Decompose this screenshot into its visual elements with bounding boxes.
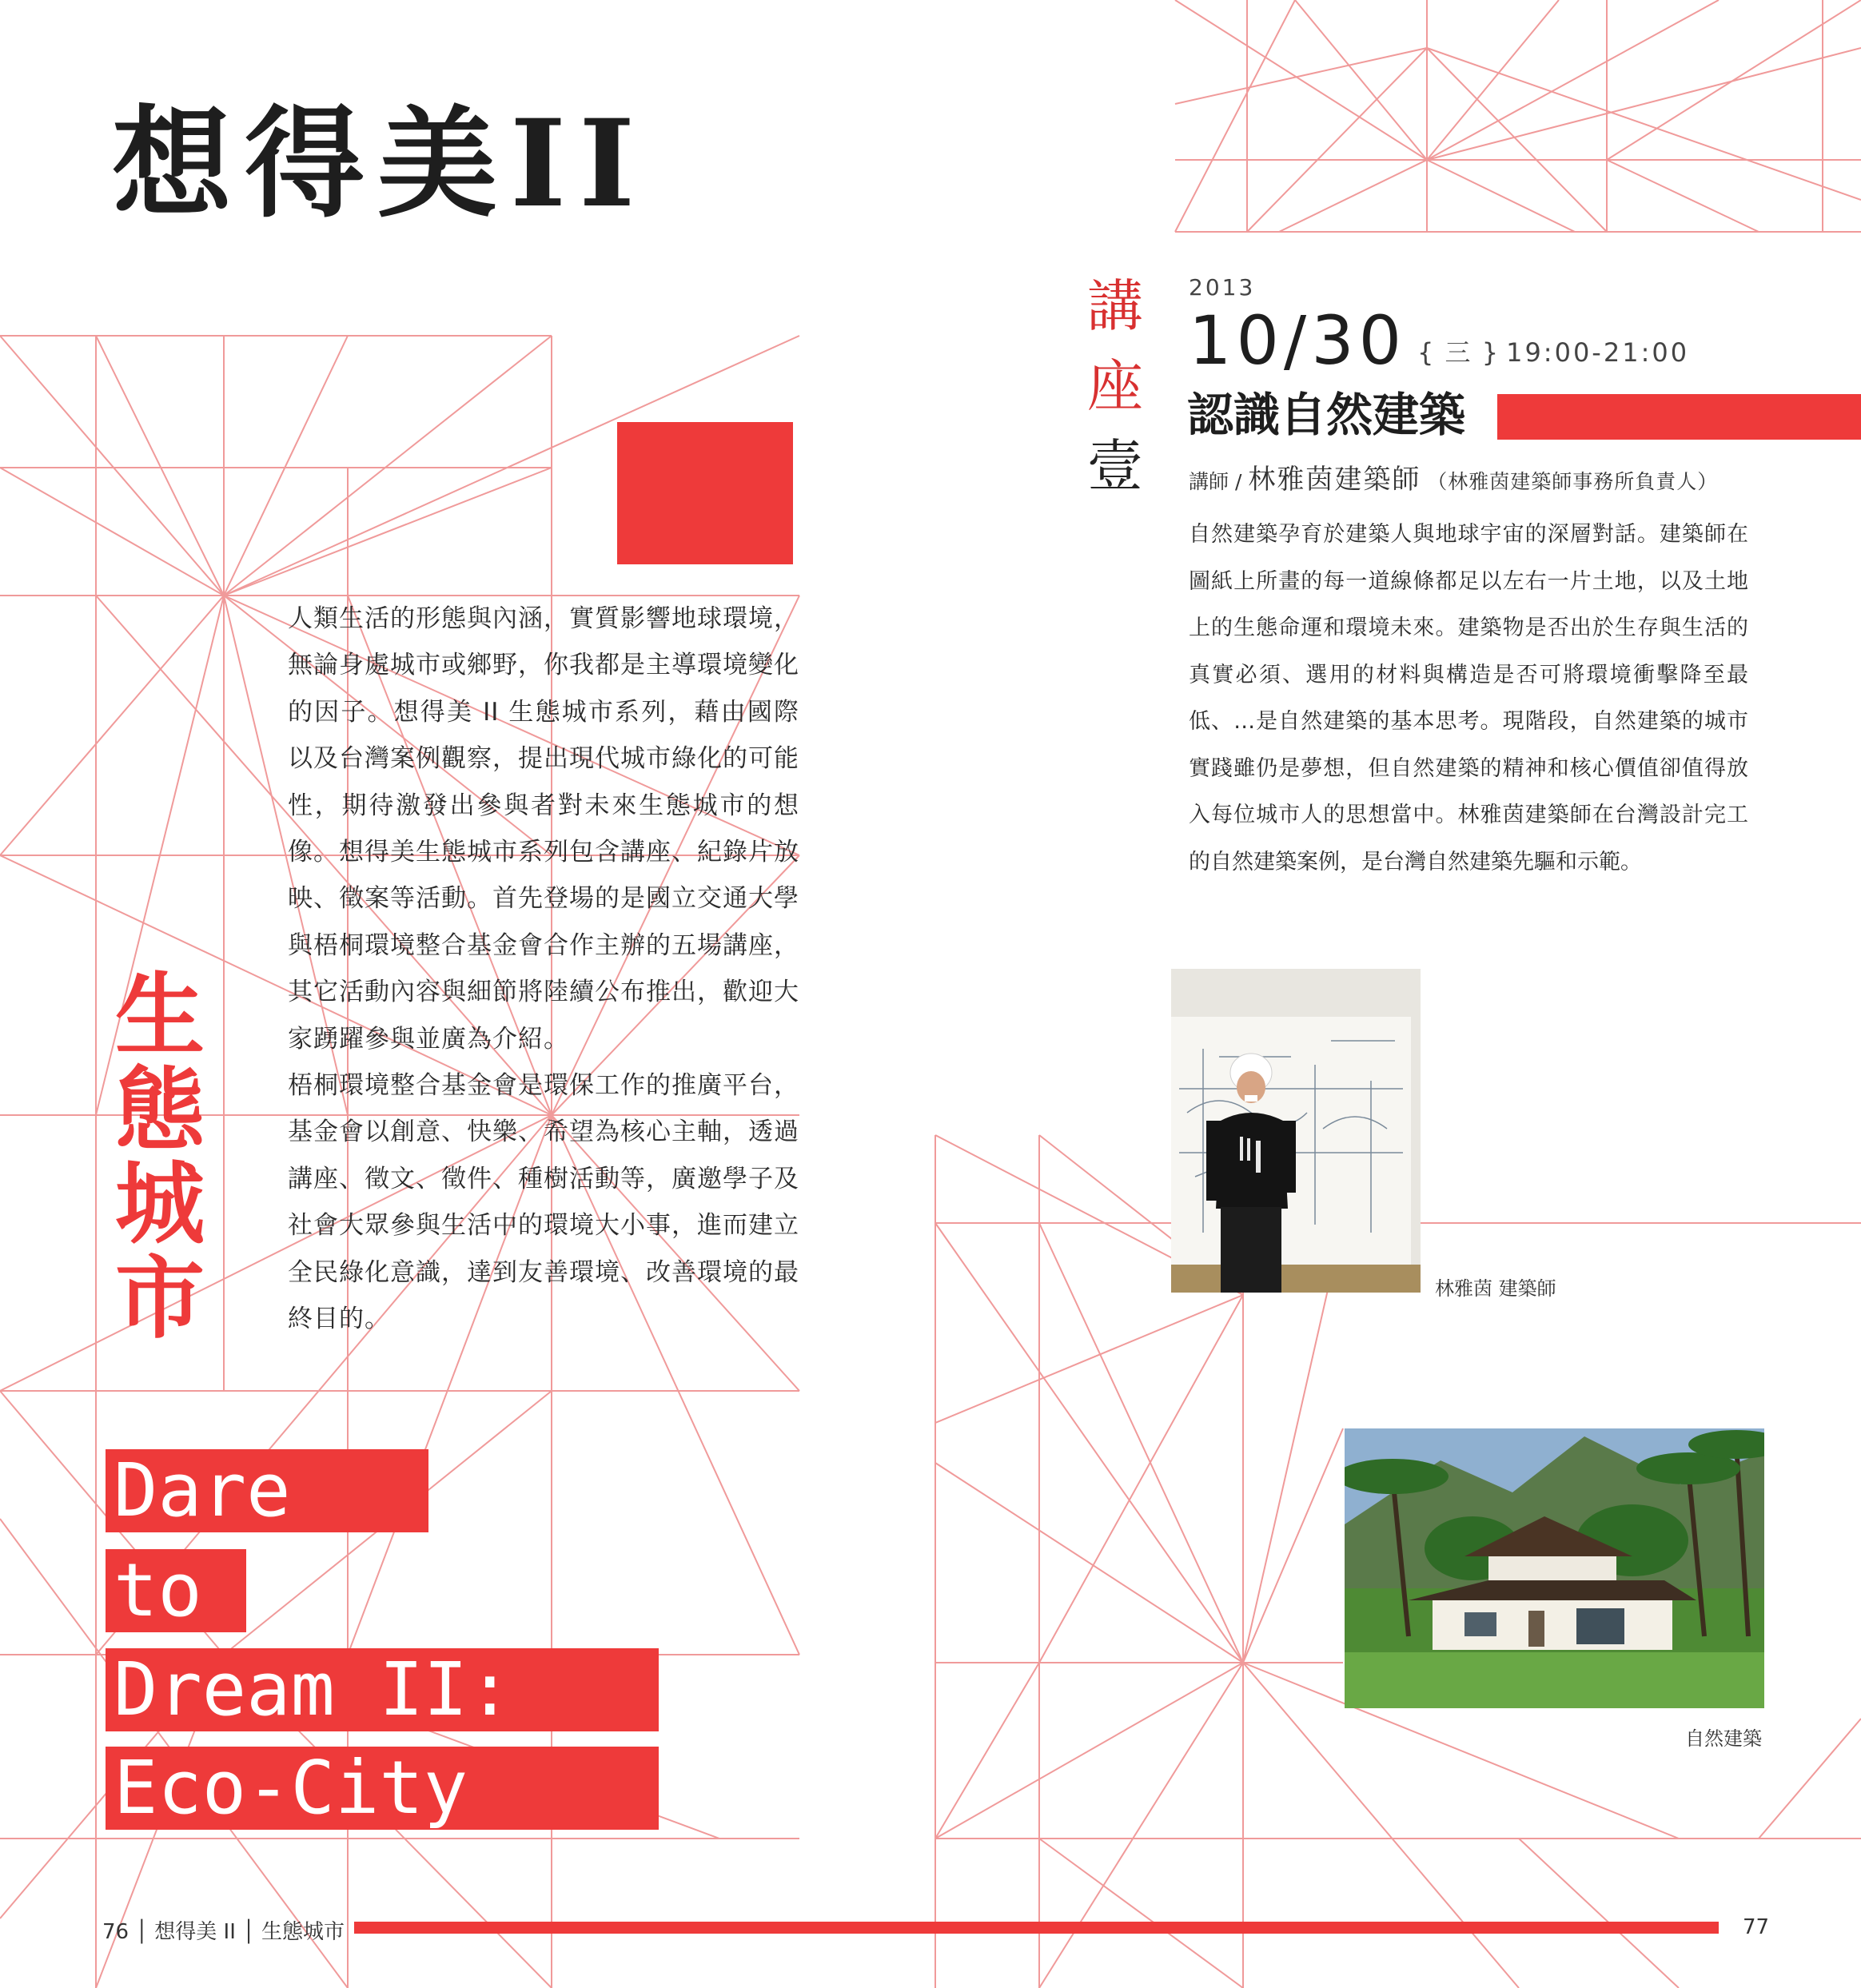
natural-building-photo-caption: 自然建築 — [1685, 1727, 1762, 1750]
section-title-char: 市 — [115, 1247, 205, 1351]
lecture-weekday: { 三 } — [1417, 337, 1500, 368]
section-title-char: 生 — [115, 964, 205, 1068]
lecture-tag-char: 座 — [1087, 353, 1143, 419]
speaker-prefix: 講師 / — [1189, 470, 1242, 493]
english-title-line: Dream II: — [106, 1648, 659, 1731]
title-accent-bar — [1497, 394, 1861, 440]
footer-accent-bar — [354, 1922, 1719, 1934]
lecture-time: 19:00-21:00 — [1506, 337, 1690, 368]
section-title-vertical — [112, 964, 208, 1351]
lecture-weekday-time — [1417, 333, 1689, 369]
english-title-line: Dare — [106, 1449, 428, 1532]
lecture-title: 認識自然建築 — [1187, 388, 1466, 442]
brand-title: 想得美II — [112, 94, 648, 234]
english-title-line: Eco-City — [106, 1747, 659, 1830]
speaker-name: 林雅茵建築師 — [1248, 464, 1421, 496]
lecture-year: 2013 — [1189, 274, 1256, 301]
red-accent-square — [617, 422, 793, 564]
intro-text — [288, 596, 799, 1343]
lecture-speaker — [1189, 457, 1718, 496]
architect-photo — [1171, 969, 1421, 1293]
lecture-tag-char: 壹 — [1087, 433, 1143, 499]
lecture-tag-vertical — [1079, 266, 1151, 506]
intro-paragraph: 梧桐環境整合基金會是環保工作的推廣平台，基金會以創意、快樂、希望為核心主軸，透過講座、徵文、徵件、種樹活動等，廣邀學子及社會大眾參與生活中的環境大小事，進而建立全民綠化意識，達到友善環境、改善環境的最終目的。 — [288, 1071, 799, 1334]
lecture-date: 10/30 — [1189, 301, 1407, 380]
english-title-line: to — [106, 1549, 246, 1632]
section-title-char: 態 — [115, 1058, 205, 1162]
footer-page-number-right: 77 — [1743, 1915, 1770, 1939]
intro-paragraph: 人類生活的形態與內涵，實質影響地球環境，無論身處城市或鄉野，你我都是主導環境變化的因子。想得美 II 生態城市系列，藉由國際以及台灣案例觀察，提出現代城市綠化的可能性，期待激發出參與者對未來生態城市的想像。想得美生態城市系列包含講座、紀錄片放映、徵案等活動。首先登場的是國立交通大學與梧桐環境整合基金會合作主辦的五場講座，其它活動內容與細節將陸續公布推出，歡迎大家踴躍參與並廣為介紹。 — [288, 604, 799, 1054]
architect-photo-caption: 林雅茵 建築師 — [1435, 1277, 1556, 1300]
speaker-org: （林雅茵建築師事務所負責人） — [1427, 470, 1719, 493]
lecture-tag-char: 講 — [1087, 273, 1143, 339]
lecture-description: 自然建築孕育於建築人與地球宇宙的深層對話。建築師在圖紙上所畫的每一道線條都足以左右一片土地，以及土地上的生態命運和環境未來。建築物是否出於生存與生活的真實必須、選用的材料與構造是否可將環境衝擊降至最低、…是自然建築的基本思考。現階段，自然建築的城市實踐雖仍是夢想，但自然建築的精神和核心價值卻值得放入每位城市人的思想當中。林雅茵建築師在台灣設計完工的自然建築案例，是台灣自然建築先驅和示範。 — [1189, 522, 1748, 874]
section-title-char: 城 — [115, 1153, 205, 1257]
footer-page-info-left: 76 │ 想得美 II │ 生態城市 — [102, 1920, 345, 1944]
natural-building-photo — [1345, 1428, 1764, 1708]
